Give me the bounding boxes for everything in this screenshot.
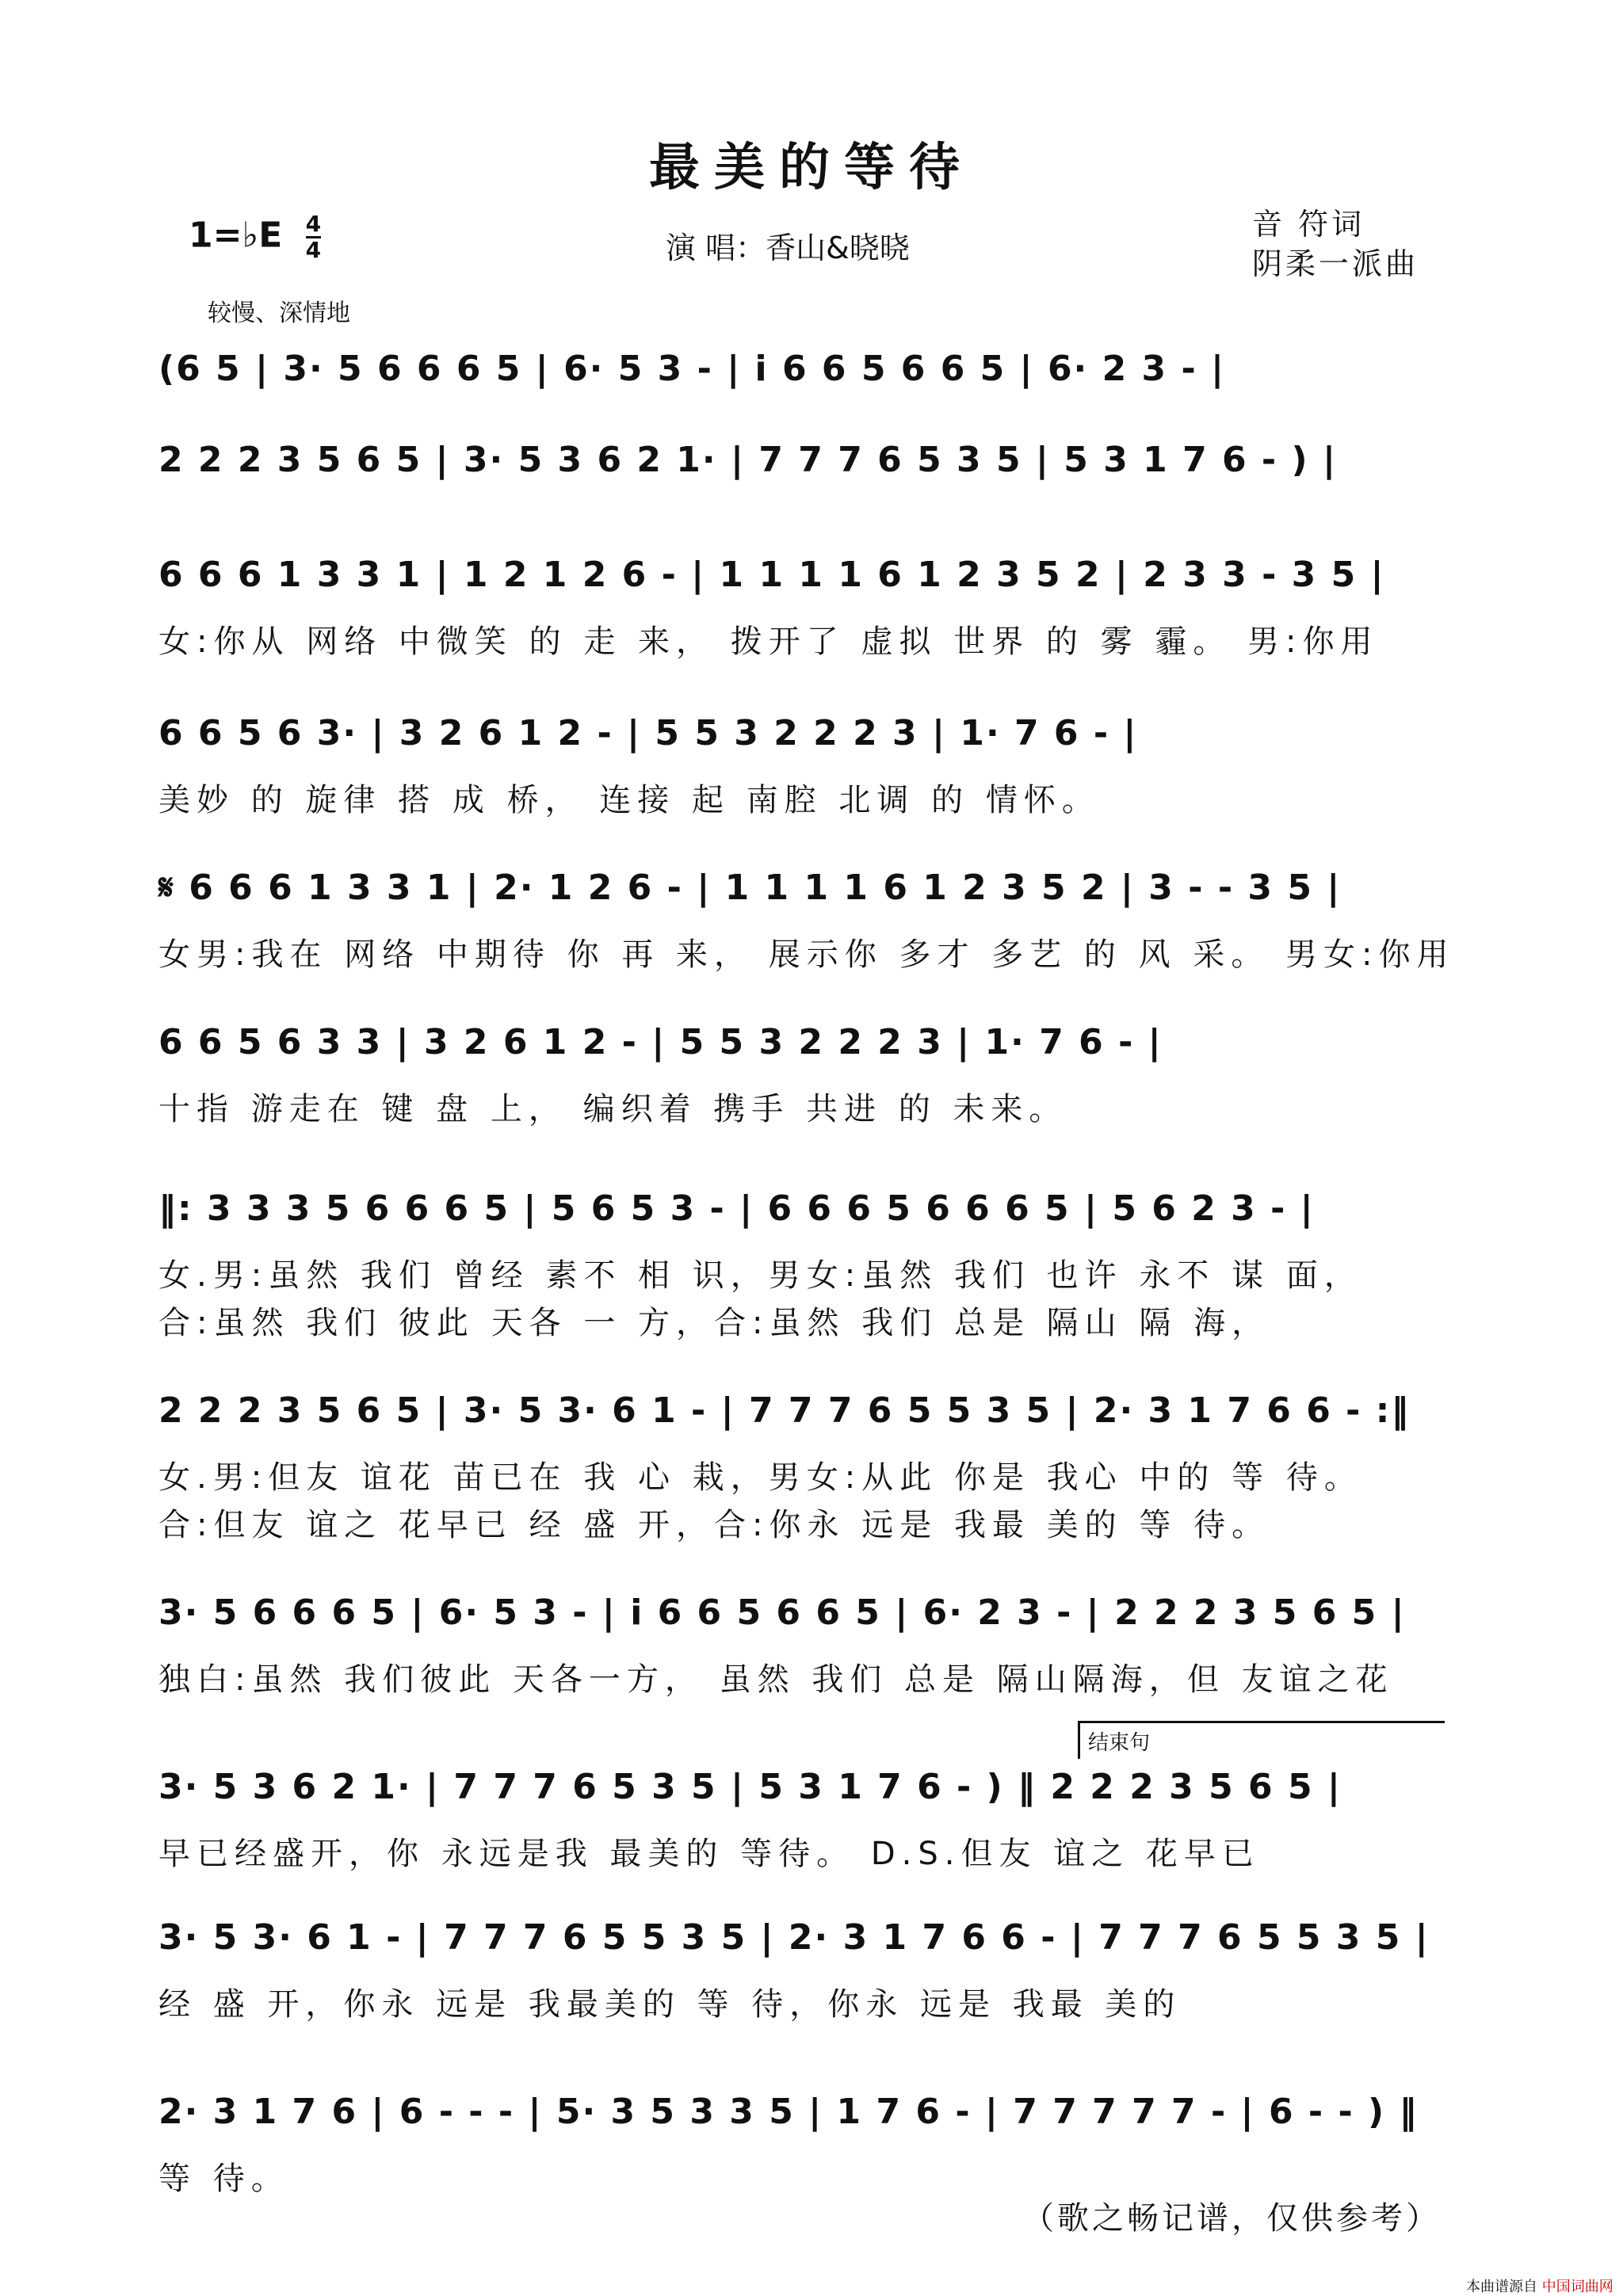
lyric-line: 女:你从 网络 中微笑 的 走 来， 拨开了 虚拟 世界 的 雾 霾。 男:你用 <box>158 624 1379 660</box>
notation-line: 6 6 5 6 3 3 | 3 2 6 1 2 - | 5 5 3 2 2 2 3 | 1· 7 6 - | <box>158 1022 1163 1062</box>
lyric-line: 早已经盛开，你 永远是我 最美的 等待。 D.S.但友 谊之 花早已 <box>158 1836 1260 1872</box>
notation-line: ‖: 3 3 3 5 6 6 6 5 | 5 6 5 3 - | 6 6 6 5 6 6 6 5 | 5 6 2 3 - | <box>158 1188 1315 1229</box>
tempo-marking: 较慢、深情地 <box>208 299 350 327</box>
notation-line: 2 2 2 3 5 6 5 | 3· 5 3· 6 1 - | 7 7 7 6 5 5 3 5 | 2· 3 1 7 6 6 - :‖ <box>158 1390 1411 1431</box>
notation-line: 6 6 6 1 3 3 1 | 1 2 1 2 6 - | 1 1 1 1 6 1 2 3 5 2 | 2 3 3 - 3 5 | <box>158 555 1385 595</box>
notation-line: (6 5 | 3· 5 6 6 6 5 | 6· 5 3 - | i 6 6 5 6 6 5 | 6· 2 3 - | <box>158 349 1226 389</box>
lyric-line: 美妙 的 旋律 搭 成 桥， 连接 起 南腔 北调 的 情怀。 <box>158 782 1100 818</box>
lyric-line: 等 待。 <box>158 2161 289 2197</box>
lyric-line-2: 合:虽然 我们 彼此 天各 一 方，合:虽然 我们 总是 隔山 隔 海， <box>158 1305 1270 1341</box>
lyric-line: 女.男:但友 谊花 苗已在 我 心 栽，男女:从此 你是 我心 中的 等 待。 <box>158 1459 1362 1496</box>
time-denominator: 4 <box>305 237 322 263</box>
time-numerator: 4 <box>305 211 322 237</box>
notation-line: 𝄋 6 6 6 1 3 3 1 | 2· 1 2 6 - | 1 1 1 1 6 1 2 3 5 2 | 3 - - 3 5 | <box>158 868 1342 908</box>
transcriber-note: （歌之畅记谱，仅供参考） <box>1022 2200 1441 2237</box>
key-label: 1=♭E <box>189 215 283 256</box>
singer-credit: 演 唱：香山&晓晓 <box>666 231 910 265</box>
lyric-line: 独白:虽然 我们彼此 天各一方， 虽然 我们 总是 隔山隔海，但 友谊之花 <box>158 1661 1394 1698</box>
time-signature <box>306 212 321 262</box>
lyric-line: 女.男:虽然 我们 曾经 素不 相 识，男女:虽然 我们 也许 永不 谋 面， <box>158 1257 1362 1294</box>
source-prefix: 本曲谱源自 <box>1466 2279 1537 2295</box>
lyric-line: 经 盛 开，你永 远是 我最美的 等 待，你永 远是 我最 美的 <box>158 1986 1182 2023</box>
lyric-line: 十指 游走在 键 盘 上， 编织着 携手 共进 的 未来。 <box>158 1091 1067 1127</box>
key-signature <box>189 212 321 262</box>
notation-line: 2· 3 1 7 6 | 6 - - - | 5· 3 5 3 3 5 | 1 7 6 - | 7 7 7 7 7 - | 6 - - ) ‖ <box>158 2092 1419 2132</box>
composer-credit: 阴柔一派曲 <box>1252 246 1419 281</box>
source-site: 中国词曲网 <box>1541 2279 1613 2295</box>
ending-bracket: 结束句 <box>1078 1721 1445 1759</box>
lyric-line: 女男:我在 网络 中期待 你 再 来， 展示你 多才 多艺 的 风 采。 男女:你用 <box>158 936 1455 973</box>
lyric-line-2: 合:但友 谊之 花早已 经 盛 开，合:你永 远是 我最 美的 等 待。 <box>158 1507 1270 1543</box>
notation-line: 2 2 2 3 5 6 5 | 3· 5 3 6 2 1· | 7 7 7 6 5 3 5 | 5 3 1 7 6 - ) | <box>158 440 1338 480</box>
source-note <box>1466 2275 1613 2296</box>
lyricist-credit: 音 符词 <box>1252 207 1365 242</box>
notation-line: 3· 5 3· 6 1 - | 7 7 7 6 5 5 3 5 | 2· 3 1 7 6 6 - | 7 7 7 6 5 5 3 5 | <box>158 1917 1430 1958</box>
notation-line: 3· 5 6 6 6 5 | 6· 5 3 - | i 6 6 5 6 6 5 | 6· 2 3 - | 2 2 2 3 5 6 5 | <box>158 1592 1406 1633</box>
notation-line: 3· 5 3 6 2 1· | 7 7 7 6 5 3 5 | 5 3 1 7 6 - ) ‖ 2 2 2 3 5 6 5 | <box>158 1767 1342 1807</box>
notation-line: 6 6 5 6 3· | 3 2 6 1 2 - | 5 5 3 2 2 2 3 | 1· 7 6 - | <box>158 713 1138 753</box>
song-title: 最美的等待 <box>649 138 974 197</box>
